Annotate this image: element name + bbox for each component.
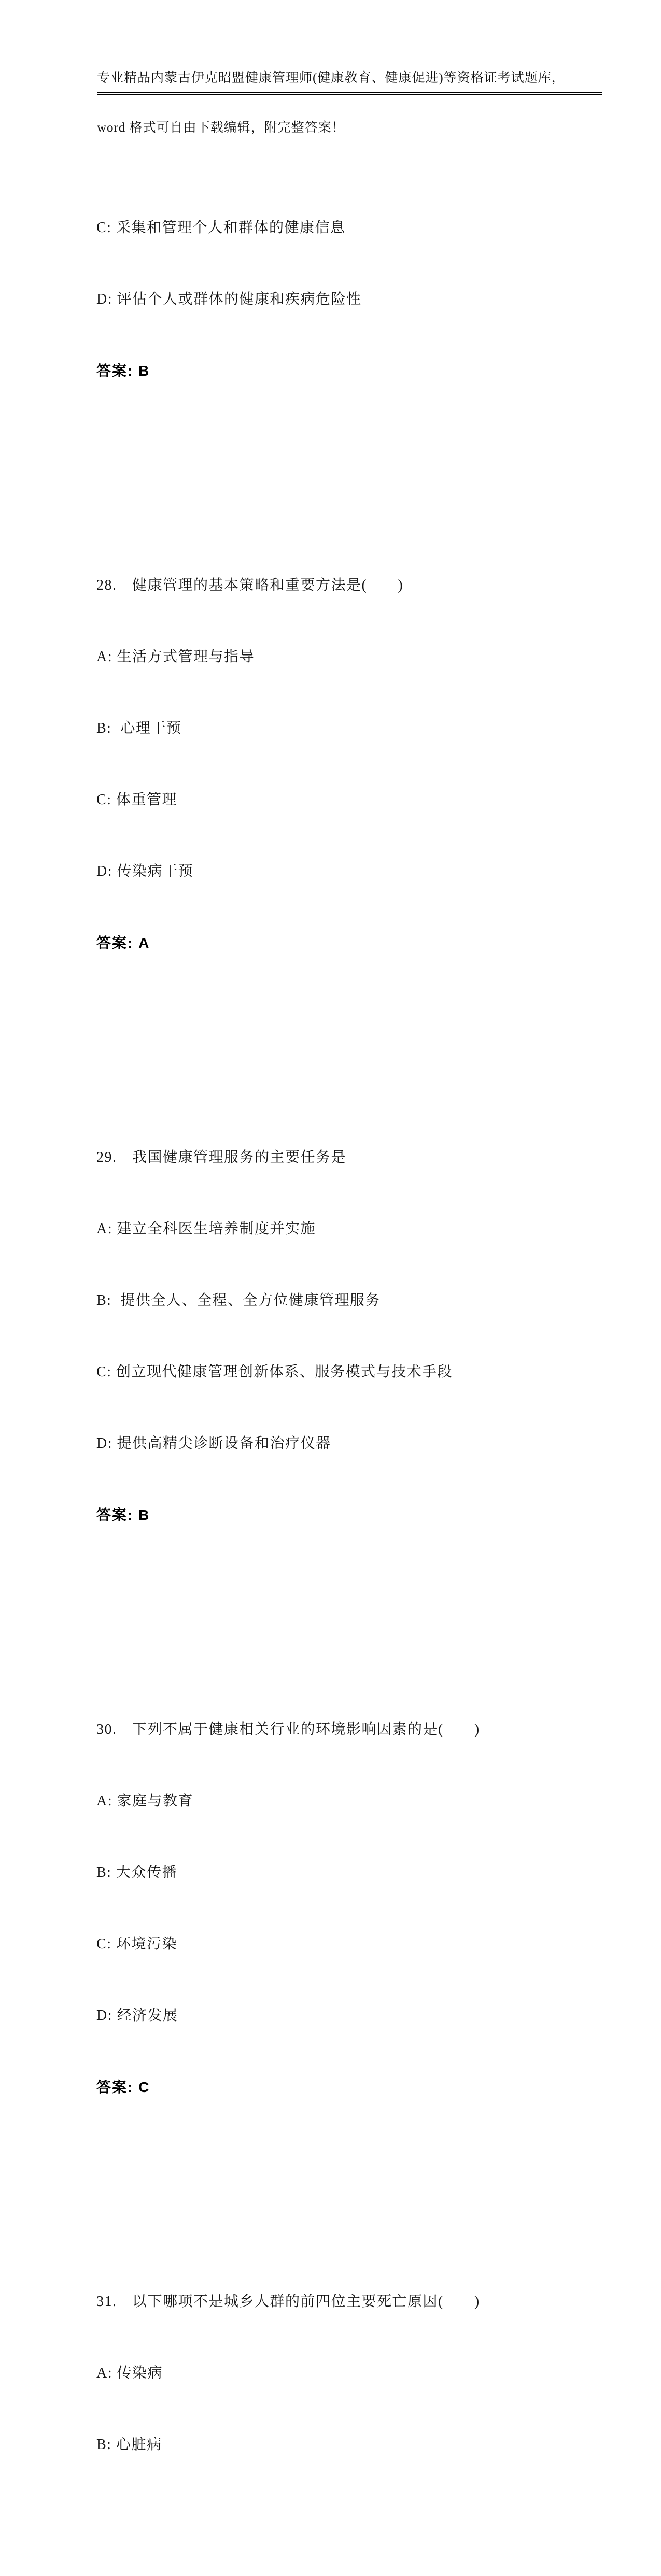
question-block-28 xyxy=(96,526,620,1003)
option-line-c: C: 体重管理 xyxy=(96,792,177,808)
option-line-b: B: 心脏病 xyxy=(96,2437,162,2453)
question-block-continuation xyxy=(96,168,620,431)
question-block-30 xyxy=(96,1670,620,2147)
option-line-a: A: 生活方式管理与指导 xyxy=(96,649,255,665)
option-line-a: A: 家庭与教育 xyxy=(96,1793,194,1809)
question-block-31 xyxy=(96,2242,620,2504)
header-note-line-1: 专业精品内蒙古伊克昭盟健康管理师(健康教育、健康促进)等资格证考试题库， xyxy=(97,71,565,85)
option-line-d: D: 传染病干预 xyxy=(96,863,194,879)
option-line-b: B: 大众传播 xyxy=(96,1865,177,1881)
option-line-a: A: 传染病 xyxy=(96,2365,163,2381)
option-line-d: D: 提供高精尖诊断设备和治疗仪器 xyxy=(96,1435,331,1451)
question-block-29 xyxy=(96,1098,620,1575)
option-line-c: C: 环境污染 xyxy=(96,1936,177,1952)
option-line-c: C: 创立现代健康管理创新体系、服务模式与技术手段 xyxy=(96,1364,453,1380)
answer-line: 答案: C xyxy=(96,2079,150,2095)
question-line-31: 31. 以下哪项不是城乡人群的前四位主要死亡原因( ) xyxy=(96,2294,480,2310)
option-line-c: C: 采集和管理个人和群体的健康信息 xyxy=(96,220,346,236)
option-line-d: D: 经济发展 xyxy=(96,2008,178,2024)
question-line-28: 28. 健康管理的基本策略和重要方法是( ) xyxy=(96,577,404,593)
question-line-30: 30. 下列不属于健康相关行业的环境影响因素的是( ) xyxy=(96,1721,480,1738)
option-line-b: B: 提供全人、全程、全方位健康管理服务 xyxy=(96,1292,381,1308)
answer-line: 答案: B xyxy=(96,1507,150,1523)
header-note-line-2: word 格式可自由下载编辑，附完整答案！ xyxy=(97,121,345,135)
answer-line: 答案: A xyxy=(96,935,150,951)
option-line-b: B: 心理干预 xyxy=(96,720,182,736)
option-line-a: A: 建立全科医生培养制度并实施 xyxy=(96,1221,316,1237)
answer-line: 答案: B xyxy=(96,363,150,379)
questions-section xyxy=(96,97,620,2576)
header-divider xyxy=(97,92,602,95)
option-line-d: D: 评估个人或群体的健康和疾病危险性 xyxy=(96,291,362,307)
question-line-29: 29. 我国健康管理服务的主要任务是 xyxy=(96,1149,347,1165)
